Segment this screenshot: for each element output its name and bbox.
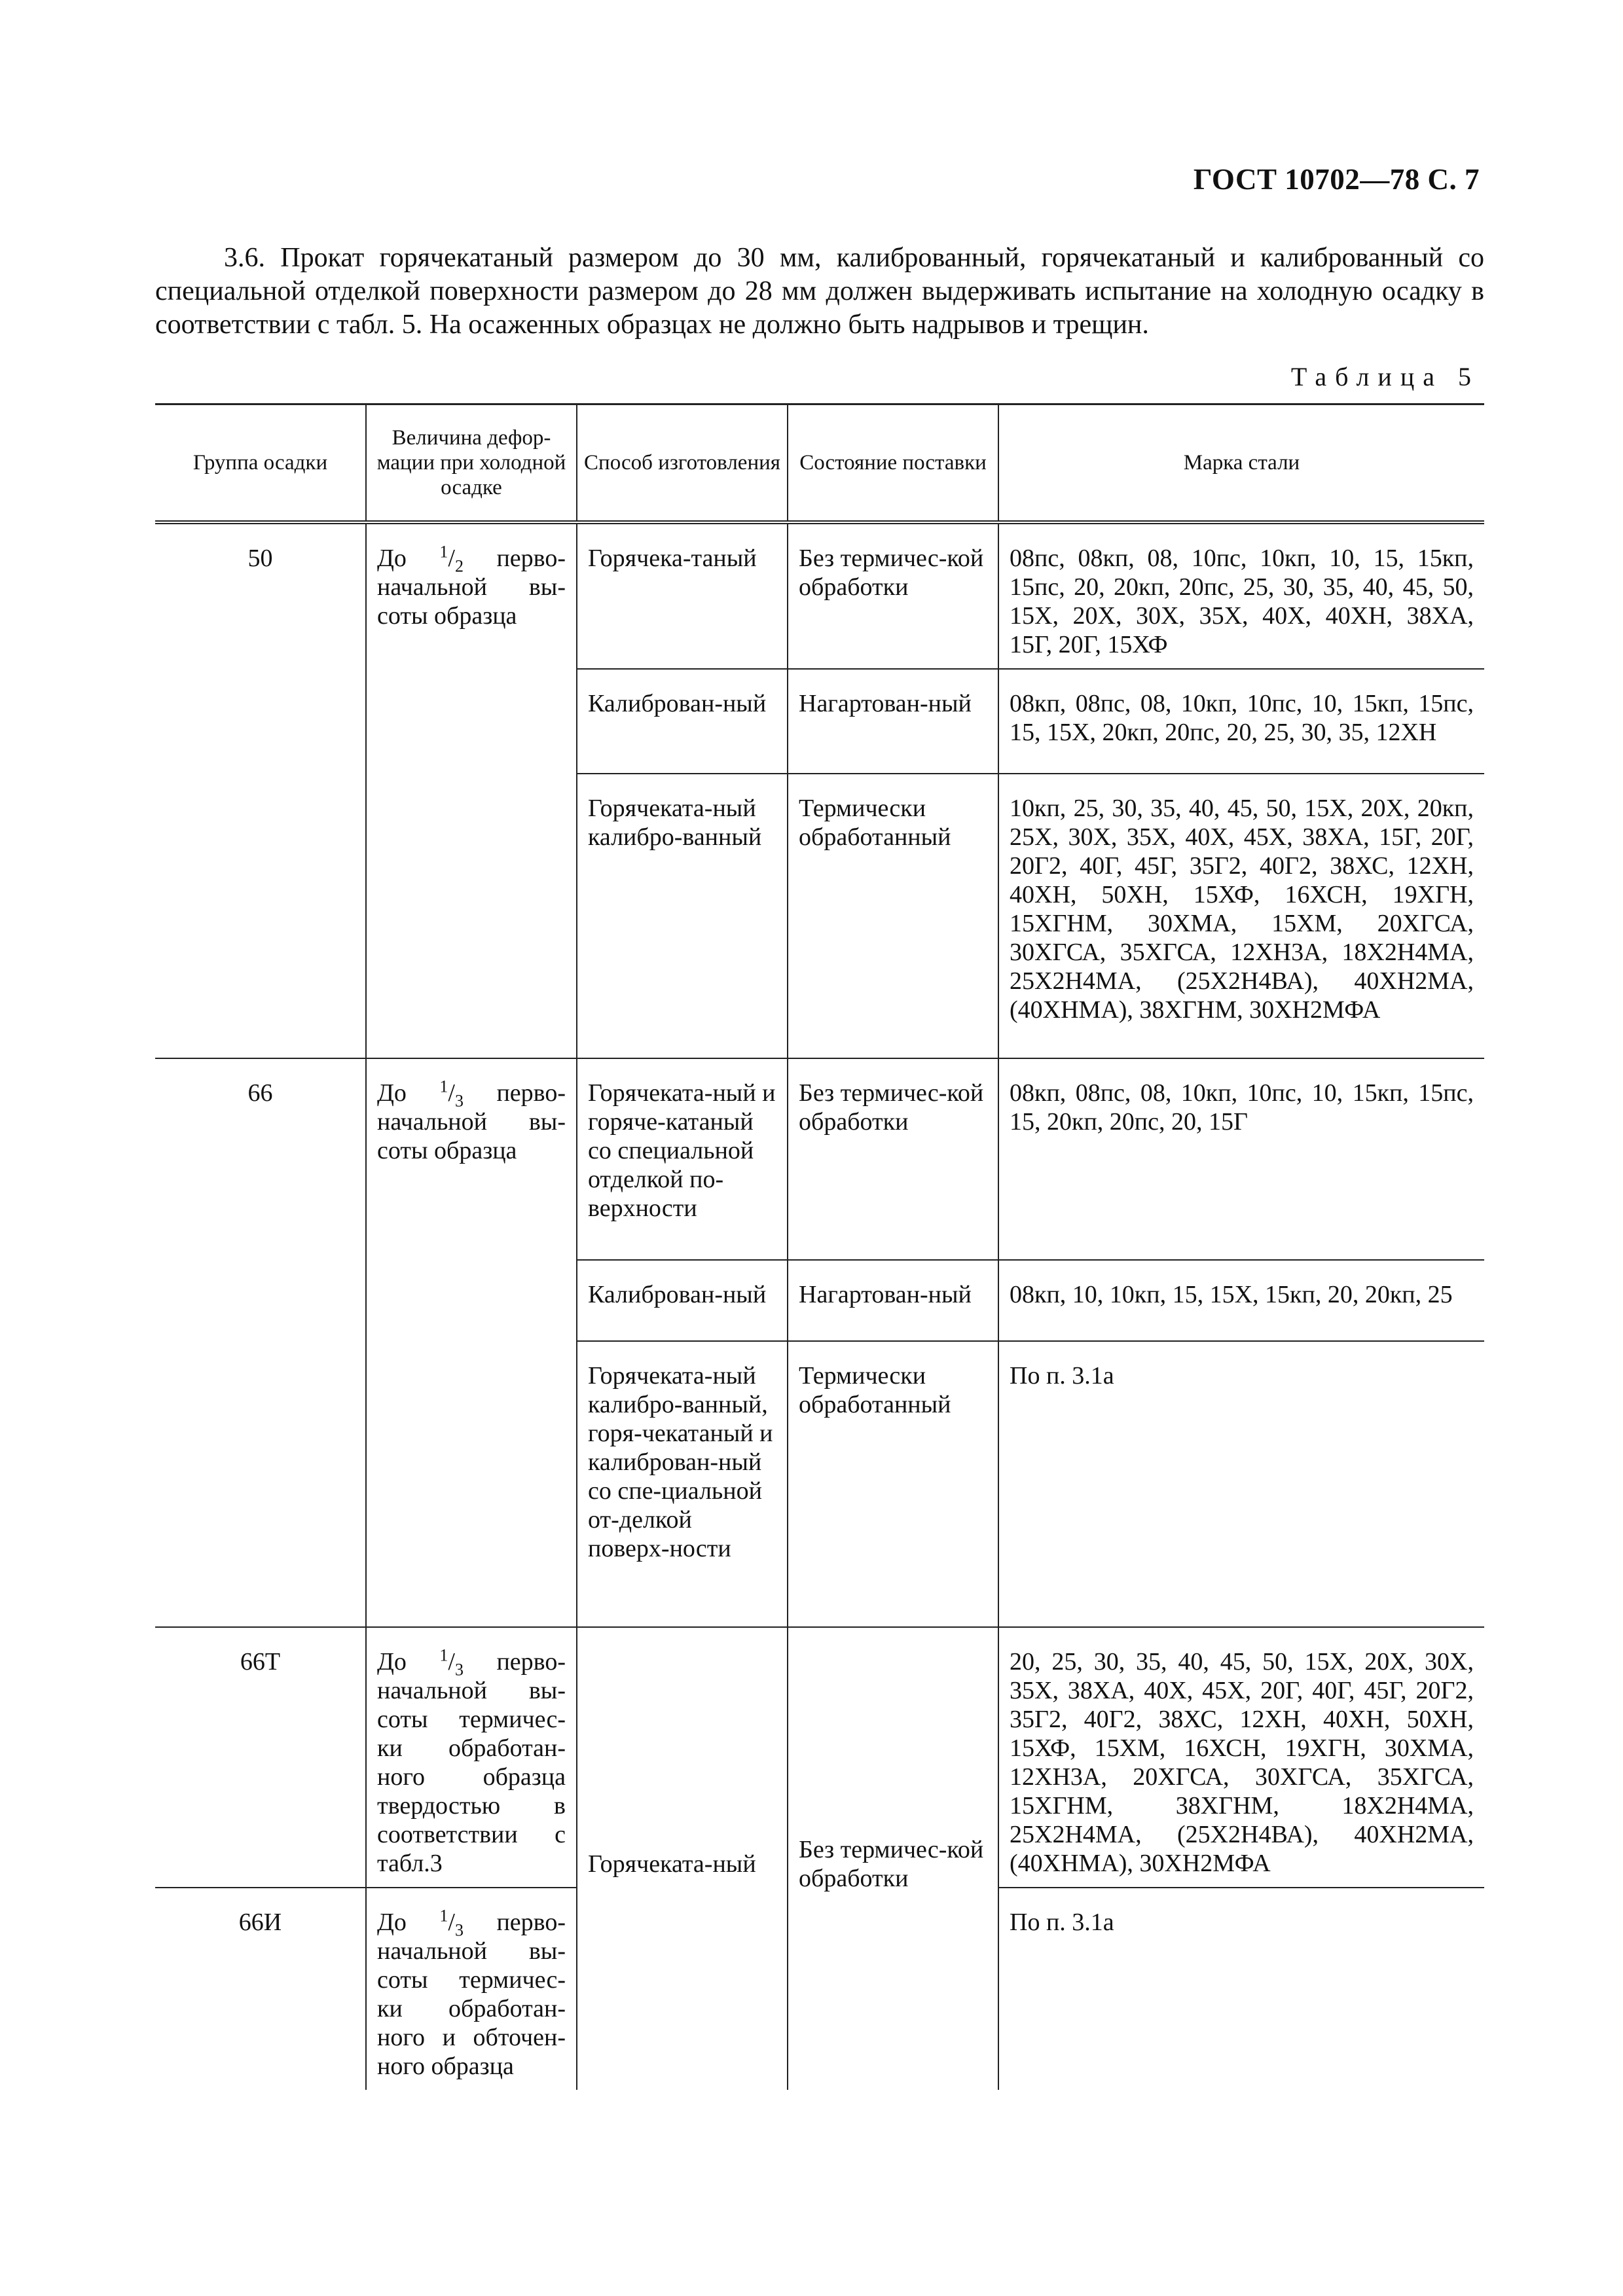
col-header-group: Группа осадки (192, 451, 328, 475)
table-row (155, 1627, 1484, 1888)
col-header-steel: Марка стали (998, 404, 1484, 523)
col-header-state: Состояние поставки (788, 404, 998, 523)
method-cell: Калиброван-ный (577, 1260, 788, 1341)
table-row (155, 522, 1484, 669)
col-header-method: Способ изготовления (577, 404, 788, 523)
method-cell: Горячеката-ный и горяче-катаный со специальной отделкой по-верхности (577, 1058, 788, 1260)
deformation-cell: До $^1/_3$ перво-начальной вы-соты образца (366, 1058, 577, 1627)
steel-cell: 08кп, 10, 10кп, 15, 15Х, 15кп, 20, 20кп, 25 (998, 1260, 1484, 1341)
table-row (155, 1058, 1484, 1260)
state-cell: Нагартован-ный (788, 669, 998, 774)
table-5 (155, 403, 1484, 2090)
method-cell: Горячеката-ный калибро-ванный, горя-чекатаный и калиброван-ный со спе-циальной от-делкой поверх-ности (577, 1341, 788, 1627)
method-cell: Горячека-таный (577, 522, 788, 669)
method-cell: Горячеката-ный (577, 1627, 788, 2090)
group-cell: 66Т (155, 1627, 366, 1888)
table-caption: Таблица 5 (1290, 362, 1480, 391)
clause-3-6 (155, 242, 1484, 342)
group-cell: 66И (155, 1888, 366, 2090)
state-cell: Термически обработанный (788, 774, 998, 1058)
state-cell: Без термичес-кой обработки (788, 1627, 998, 2090)
table-header-row (155, 404, 1484, 523)
deformation-cell: До $^1/_3$ перво-начальной вы-соты термичес-ки обработан-ного и обточен-ного образца (366, 1888, 577, 2090)
steel-cell: 08пс, 08кп, 08, 10пс, 10кп, 10, 15, 15кп, 15пс, 20, 20кп, 20пс, 25, 30, 35, 40, 45, 50, 15Х, 20Х, 30Х, 35Х, 40Х, 40ХН, 38ХА, 15Г, 20Г, 15ХФ (998, 522, 1484, 669)
page-header: ГОСТ 10702—78 С. 7 (1193, 163, 1480, 196)
state-cell: Нагартован-ный (788, 1260, 998, 1341)
method-cell: Калиброван-ный (577, 669, 788, 774)
deformation-cell: До $^1/_2$ перво-начальной вы-соты образца (366, 522, 577, 1058)
steel-cell: 10кп, 25, 30, 35, 40, 45, 50, 15Х, 20Х, 20кп, 25Х, 30Х, 35Х, 40Х, 45Х, 38ХА, 15Г, 20Г, 20Г2, 40Г, 45Г, 35Г2, 40Г2, 38ХС, 12ХН, 40ХН, 50ХН, 15ХФ, 16ХСН, 19ХГН, 15ХГНМ, 30ХМА, 15ХМ, 20ХГСА, 30ХГСА, 35ХГСА, 12ХН3А, 18Х2Н4МА, 25Х2Н4МА, (25Х2Н4ВА), 40ХН2МА, (40ХНМА), 38ХГНМ, 30ХН2МФА (998, 774, 1484, 1058)
group-cell: 66 (155, 1058, 366, 1627)
col-header-deformation: Величина дефор-мации при холодной осадке (366, 404, 577, 523)
clause-text: 3.6. Прокат горячекатаный размером до 30 мм, калиброванный, горячекатаный и калиброванный со специальной отделкой поверхности размером до 28 мм должен выдерживать испытание на холодную осадку в соответствии с табл. 5. На осаженных образцах не должно быть надрывов и трещин. (155, 243, 1484, 340)
state-cell: Термически обработанный (788, 1341, 998, 1627)
method-cell: Горячеката-ный калибро-ванный (577, 774, 788, 1058)
steel-cell: 08кп, 08пс, 08, 10кп, 10пс, 10, 15кп, 15пс, 15, 15Х, 20кп, 20пс, 20, 25, 30, 35, 12ХН (998, 669, 1484, 774)
steel-cell: По п. 3.1а (998, 1341, 1484, 1627)
deformation-cell: До $^1/_3$ перво-начальной вы-соты термичес-ки обработан-ного образца твердостью в соответствии с табл.3 (366, 1627, 577, 1888)
state-cell: Без термичес-кой обработки (788, 1058, 998, 1260)
steel-cell: По п. 3.1а (998, 1888, 1484, 2090)
state-cell: Без термичес-кой обработки (788, 522, 998, 669)
steel-cell: 08кп, 08пс, 08, 10кп, 10пс, 10, 15кп, 15пс, 15, 20кп, 20пс, 20, 15Г (998, 1058, 1484, 1260)
steel-cell: 20, 25, 30, 35, 40, 45, 50, 15Х, 20Х, 30Х, 35Х, 38ХА, 40Х, 45Х, 20Г, 40Г, 45Г, 20Г2, 35Г2, 40Г2, 38ХС, 12ХН, 40ХН, 50ХН, 15ХФ, 15ХМ, 16ХСН, 19ХГН, 30ХМА, 12ХН3А, 20ХГСА, 30ХГСА, 35ХГСА, 15ХГНМ, 38ХГНМ, 18Х2Н4МА, 25Х2Н4МА, (25Х2Н4ВА), 40ХН2МА, (40ХНМА), 30ХН2МФА (998, 1627, 1484, 1888)
group-cell: 50 (247, 545, 273, 572)
